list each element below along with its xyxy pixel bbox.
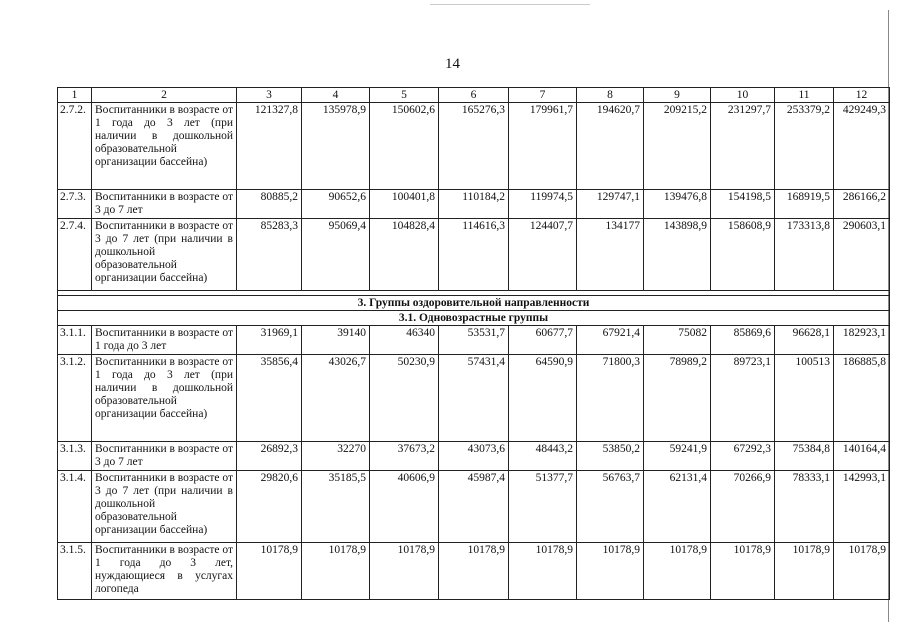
- value-cell: 142993,1: [834, 471, 890, 543]
- value-cell: 135978,9: [302, 103, 370, 190]
- value-cell: 78333,1: [775, 471, 834, 543]
- value-cell: 186885,8: [834, 355, 890, 442]
- value-cell: 100513: [775, 355, 834, 442]
- value-cell: 121327,8: [237, 103, 302, 190]
- row-code: 2.7.4.: [58, 219, 92, 291]
- column-number-cell: 3: [237, 88, 302, 103]
- column-number-cell: 5: [370, 88, 439, 103]
- value-cell: 10178,9: [834, 543, 890, 600]
- value-cell: 10178,9: [644, 543, 711, 600]
- subsection-heading: 3.1. Одновозрастные группы: [58, 311, 890, 326]
- value-cell: 64590,9: [509, 355, 577, 442]
- value-cell: 253379,2: [775, 103, 834, 190]
- column-number-row: [58, 88, 890, 103]
- value-cell: 100401,8: [370, 190, 439, 219]
- column-number-cell: 2: [92, 88, 237, 103]
- column-number-cell: 12: [834, 88, 890, 103]
- row-code: 3.1.4.: [58, 471, 92, 543]
- value-cell: 10178,9: [509, 543, 577, 600]
- value-cell: 114616,3: [439, 219, 509, 291]
- table-row: [58, 543, 890, 600]
- row-name: Воспитанники в возрасте от 3 до 7 лет: [92, 442, 237, 471]
- value-cell: 104828,4: [370, 219, 439, 291]
- value-cell: 209215,2: [644, 103, 711, 190]
- value-cell: 80885,2: [237, 190, 302, 219]
- table-row: [58, 355, 890, 442]
- row-code: 3.1.3.: [58, 442, 92, 471]
- value-cell: 129747,1: [577, 190, 644, 219]
- table-row: [58, 190, 890, 219]
- value-cell: 139476,8: [644, 190, 711, 219]
- value-cell: 10178,9: [302, 543, 370, 600]
- value-cell: 182923,1: [834, 326, 890, 355]
- value-cell: 45987,4: [439, 471, 509, 543]
- value-cell: 43073,6: [439, 442, 509, 471]
- value-cell: 35185,5: [302, 471, 370, 543]
- section-heading-row: [58, 296, 890, 311]
- value-cell: 134177: [577, 219, 644, 291]
- row-name: Воспитанники в возрасте от 3 до 7 лет: [92, 190, 237, 219]
- value-cell: 286166,2: [834, 190, 890, 219]
- row-name: Воспитанники в возрасте от 1 года до 3 лет, нуждающиеся в услугах логопеда: [92, 543, 237, 600]
- value-cell: 62131,4: [644, 471, 711, 543]
- value-cell: 78989,2: [644, 355, 711, 442]
- table-row: [58, 103, 890, 190]
- value-cell: 51377,7: [509, 471, 577, 543]
- row-name: Воспитанники в возрасте от 3 до 7 лет (при наличии в дошкольной образовательной организации бассейна): [92, 471, 237, 543]
- column-number-cell: 10: [711, 88, 775, 103]
- value-cell: 32270: [302, 442, 370, 471]
- column-number-cell: 6: [439, 88, 509, 103]
- table-row: [58, 219, 890, 291]
- value-cell: 35856,4: [237, 355, 302, 442]
- value-cell: 119974,5: [509, 190, 577, 219]
- table-row: [58, 471, 890, 543]
- table-row: [58, 442, 890, 471]
- value-cell: 26892,3: [237, 442, 302, 471]
- value-cell: 429249,3: [834, 103, 890, 190]
- row-name: Воспитанники в возрасте от 3 до 7 лет (при наличии в дошкольной образовательной организации бассейна): [92, 219, 237, 291]
- value-cell: 10178,9: [439, 543, 509, 600]
- value-cell: 59241,9: [644, 442, 711, 471]
- row-code: 3.1.2.: [58, 355, 92, 442]
- value-cell: 231297,7: [711, 103, 775, 190]
- column-number-cell: 8: [577, 88, 644, 103]
- value-cell: 39140: [302, 326, 370, 355]
- value-cell: 67292,3: [711, 442, 775, 471]
- value-cell: 48443,2: [509, 442, 577, 471]
- value-cell: 29820,6: [237, 471, 302, 543]
- value-cell: 50230,9: [370, 355, 439, 442]
- value-cell: 179961,7: [509, 103, 577, 190]
- value-cell: 10178,9: [577, 543, 644, 600]
- column-number-cell: 4: [302, 88, 370, 103]
- value-cell: 53850,2: [577, 442, 644, 471]
- value-cell: 56763,7: [577, 471, 644, 543]
- row-code: 3.1.1.: [58, 326, 92, 355]
- value-cell: 290603,1: [834, 219, 890, 291]
- section-heading: 3. Группы оздоровительной направленности: [58, 296, 890, 311]
- value-cell: 110184,2: [439, 190, 509, 219]
- value-cell: 143898,9: [644, 219, 711, 291]
- row-code: 2.7.2.: [58, 103, 92, 190]
- value-cell: 85869,6: [711, 326, 775, 355]
- value-cell: 37673,2: [370, 442, 439, 471]
- value-cell: 70266,9: [711, 471, 775, 543]
- tariff-table: [57, 87, 890, 600]
- value-cell: 10178,9: [775, 543, 834, 600]
- column-number-cell: 1: [58, 88, 92, 103]
- value-cell: 46340: [370, 326, 439, 355]
- table-row: [58, 326, 890, 355]
- value-cell: 10178,9: [370, 543, 439, 600]
- value-cell: 154198,5: [711, 190, 775, 219]
- value-cell: 53531,7: [439, 326, 509, 355]
- column-number-cell: 9: [644, 88, 711, 103]
- value-cell: 75384,8: [775, 442, 834, 471]
- value-cell: 75082: [644, 326, 711, 355]
- value-cell: 165276,3: [439, 103, 509, 190]
- value-cell: 10178,9: [237, 543, 302, 600]
- row-code: 3.1.5.: [58, 543, 92, 600]
- scan-artifact: [430, 4, 590, 5]
- row-name: Воспитанники в возрасте от 1 года до 3 лет: [92, 326, 237, 355]
- table-body: [58, 88, 890, 600]
- row-name: Воспитанники в возрасте от 1 года до 3 лет (при наличии в дошкольной образовательной организации бассейна): [92, 355, 237, 442]
- value-cell: 150602,6: [370, 103, 439, 190]
- value-cell: 89723,1: [711, 355, 775, 442]
- value-cell: 10178,9: [711, 543, 775, 600]
- value-cell: 168919,5: [775, 190, 834, 219]
- value-cell: 85283,3: [237, 219, 302, 291]
- value-cell: 96628,1: [775, 326, 834, 355]
- value-cell: 124407,7: [509, 219, 577, 291]
- value-cell: 31969,1: [237, 326, 302, 355]
- value-cell: 95069,4: [302, 219, 370, 291]
- page-number: 14: [445, 56, 460, 72]
- value-cell: 140164,4: [834, 442, 890, 471]
- value-cell: 194620,7: [577, 103, 644, 190]
- row-name: Воспитанники в возрасте от 1 года до 3 лет (при наличии в дошкольной образовательной организации бассейна): [92, 103, 237, 190]
- value-cell: 158608,9: [711, 219, 775, 291]
- value-cell: 71800,3: [577, 355, 644, 442]
- subsection-heading-row: [58, 311, 890, 326]
- column-number-cell: 7: [509, 88, 577, 103]
- value-cell: 67921,4: [577, 326, 644, 355]
- value-cell: 173313,8: [775, 219, 834, 291]
- column-number-cell: 11: [775, 88, 834, 103]
- value-cell: 57431,4: [439, 355, 509, 442]
- row-code: 2.7.3.: [58, 190, 92, 219]
- value-cell: 60677,7: [509, 326, 577, 355]
- value-cell: 90652,6: [302, 190, 370, 219]
- value-cell: 43026,7: [302, 355, 370, 442]
- value-cell: 40606,9: [370, 471, 439, 543]
